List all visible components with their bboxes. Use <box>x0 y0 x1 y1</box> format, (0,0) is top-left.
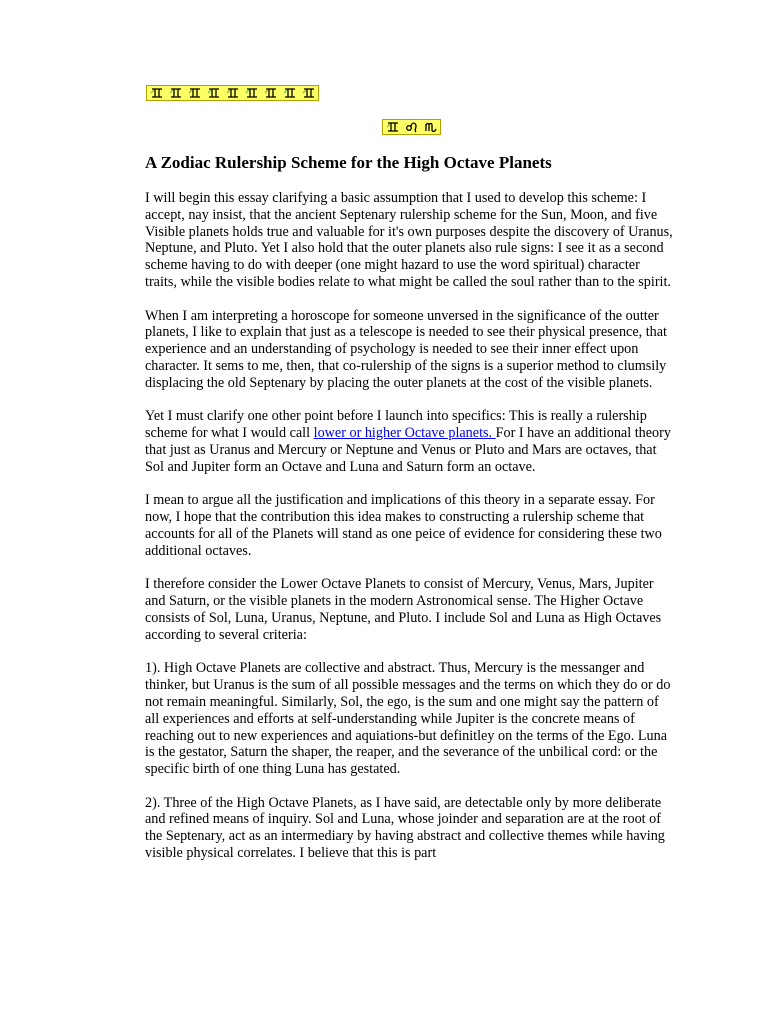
gemini-glyph-icon <box>261 86 280 100</box>
essay-body <box>145 190 675 879</box>
paragraph: 1). High Octave Planets are collective and abstract. Thus, Mercury is the messanger and thinker, but Uranus is the sum of all possible messages and the terms on which they do or do not remain meaningful. Similarly, Sol, the ego, is the sum and one might say the pattern of all experiences and efforts at self-understanding while Jupiter is the concrete means of reaching out to new experiences and aquiations-but definitley on the terms of the Ego. Luna is the gestator, Saturn the shaper, the reaper, and the severance of the unbilical cord: or the specific birth of one thing Luna has gestated. <box>145 660 671 778</box>
gemini-glyph-icon <box>242 86 261 100</box>
paragraph-text-after-link: For I have an additional theory that just as Uranus and Mercury or Neptune and Venus or Pluto and Mars are octaves, that Sol and Jupiter form an Octave and Luna and Saturn form an octave. <box>145 425 671 475</box>
gemini-glyph-icon <box>185 86 204 100</box>
gemini-glyph-icon <box>299 86 318 100</box>
gemini-glyph-icon <box>147 86 166 100</box>
gemini-glyph-icon <box>383 120 402 134</box>
leo-glyph-icon <box>402 120 421 134</box>
paragraph: 2). Three of the High Octave Planets, as I have said, are detectable only by more deliberate and refined means of inquiry. Sol and Luna, whose joinder and separation are at the root of the Septenary, act as an intermediary by having abstract and collective themes while having visible physical correlates. I believe that this is part <box>145 794 665 862</box>
gemini-glyph-icon <box>204 86 223 100</box>
paragraph: When I am interpreting a horoscope for someone unversed in the significance of the outter planets, I like to explain that just as a telescope is needed to see their physical presence, that experience and an understanding of psychology is needed to see their inner effect upon character. It sems to me, then, that co-rulership of the signs is a superior method to clumsily displacing the old Septenary by placing the outer planets at the cost of the visible planets. <box>145 307 668 391</box>
gemini-glyph-icon <box>280 86 299 100</box>
zodiac-icon-strip-top <box>146 85 319 101</box>
zodiac-icon-strip-middle <box>382 119 441 135</box>
gemini-glyph-icon <box>223 86 242 100</box>
paragraph: I therefore consider the Lower Octave Planets to consist of Mercury, Venus, Mars, Jupiter and Saturn, or the visible planets in the modern Astronomical sense. The Higher Octave consists of Sol, Luna, Uranus, Neptune, and Pluto. I include Sol and Luna as High Octaves according to several criteria: <box>145 576 662 643</box>
gemini-glyph-icon <box>166 86 185 100</box>
paragraph: I mean to argue all the justification and implications of this theory in a separate essay. For now, I hope that the contribution this idea makes to constructing a rulership scheme that accounts for all of the Planets will stand as one peice of evidence for considering these two additional octaves. <box>145 492 662 559</box>
octave-planets-link[interactable]: lower or higher Octave planets. <box>313 425 496 442</box>
paragraph: I will begin this essay clarifying a basic assumption that I used to develop this scheme: I accept, nay insist, that the ancient Septenary rulership scheme for the Sun, Moon, and five Visible planets holds true and valuable for it's own purposes despite the discovery of Uranus, Neptune, and Pluto. Yet I also hold that the outer planets also rule signs: I see it as a second scheme having to do with deeper (one might hazard to use the word spiritual) character traits, while the visible bodies relate to what might be called the soul rather than to the spirit. <box>145 190 673 290</box>
paragraph-text-before-link: Yet I must clarify one other point before I launch into specifics: This is really a rulership scheme for what I would call <box>145 408 647 442</box>
page-title: A Zodiac Rulership Scheme for the High Octave Planets <box>145 153 552 172</box>
paragraph-with-link <box>145 408 675 475</box>
virgo-glyph-icon <box>421 120 440 134</box>
